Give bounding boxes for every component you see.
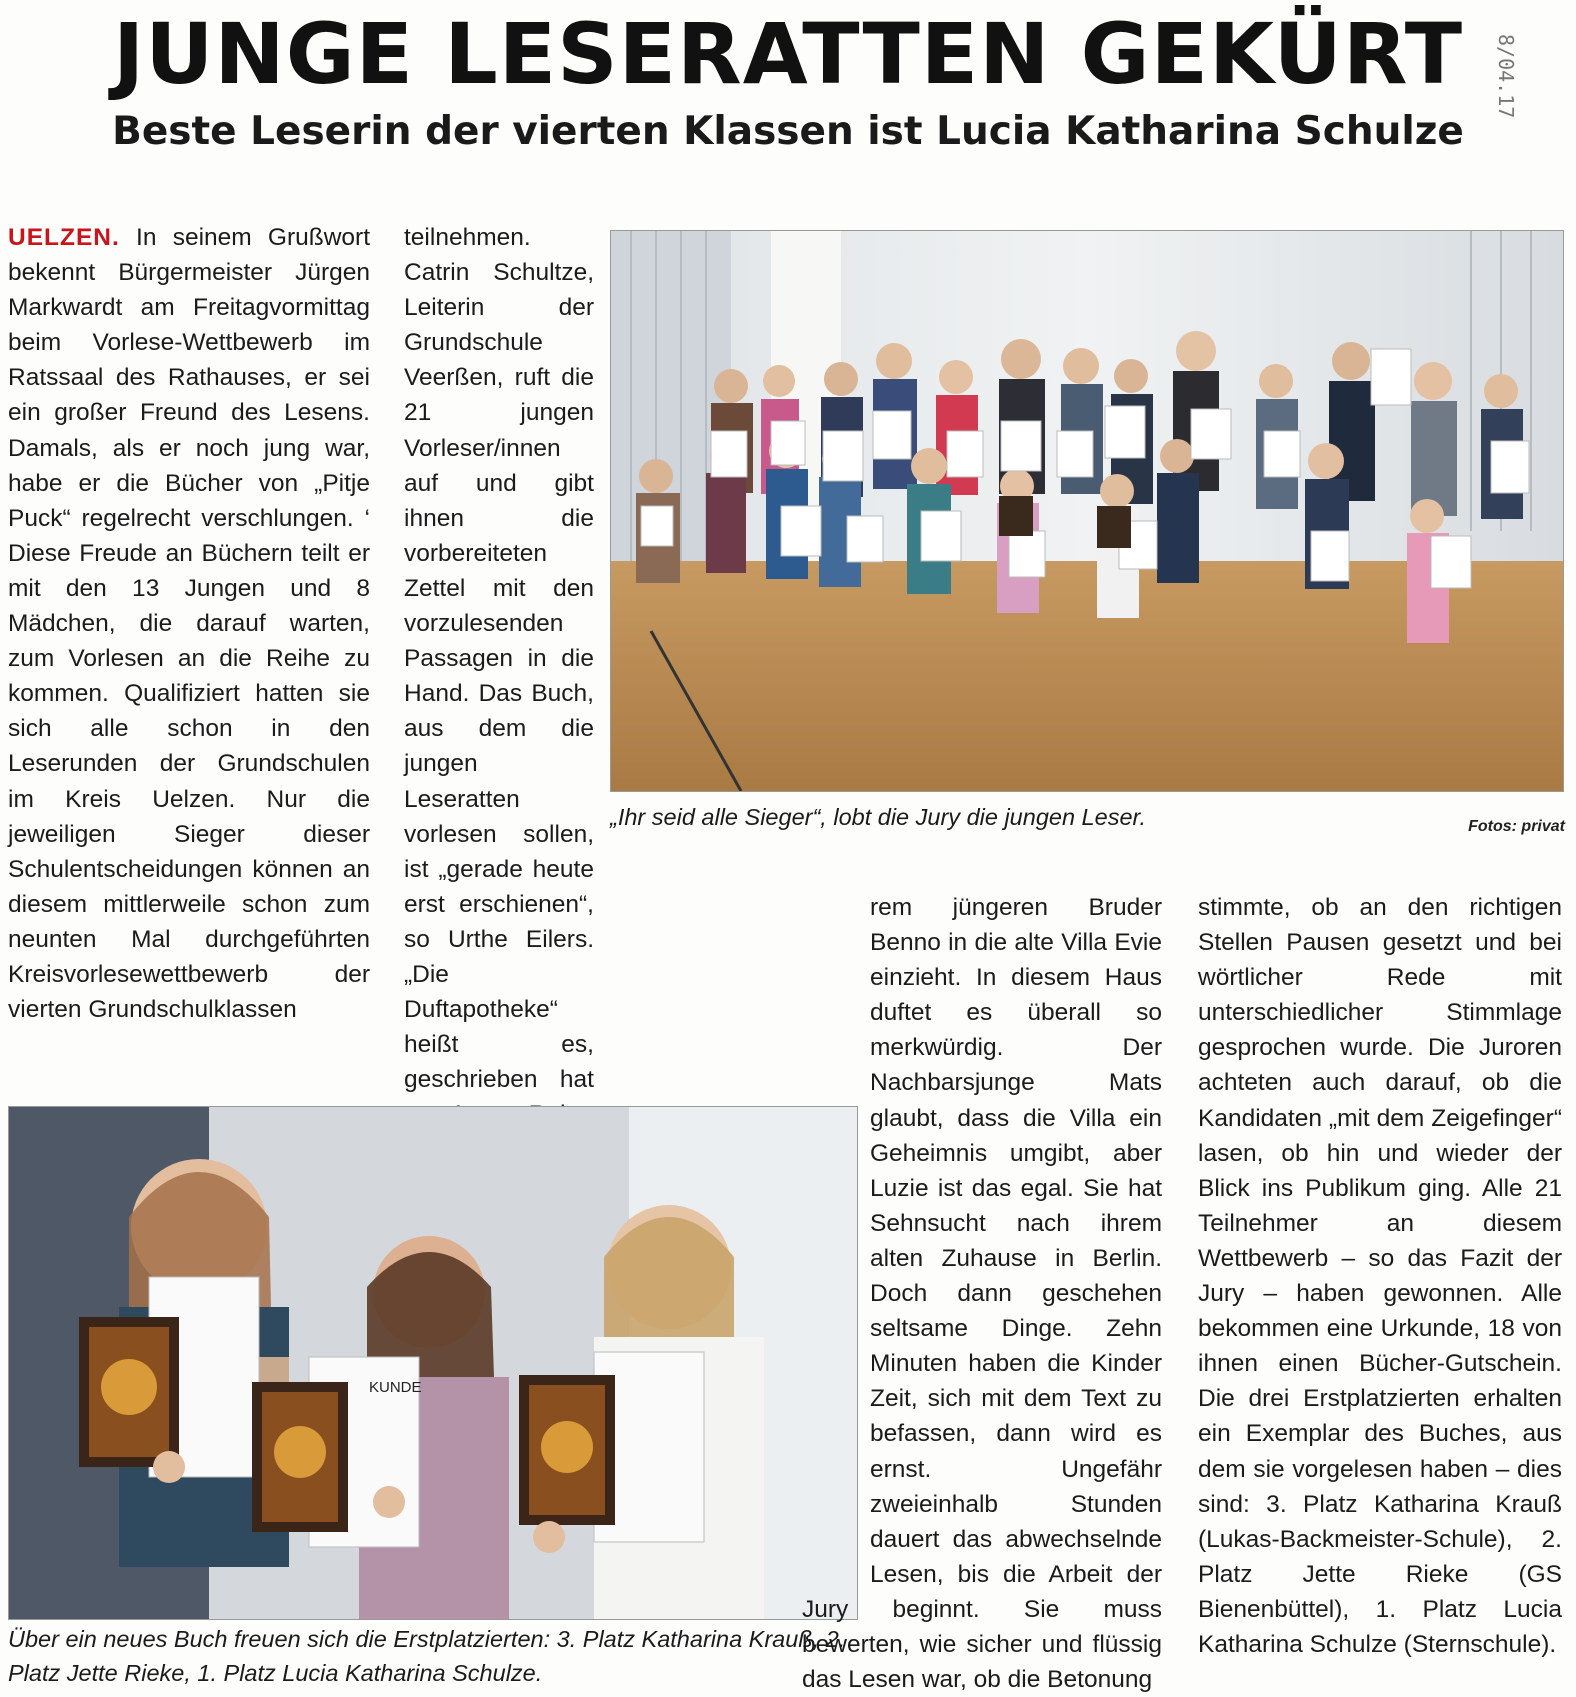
article-column-1 xyxy=(8,220,370,1027)
group-photo-caption: „Ihr seid alle Sieger“, lobt die Jury die jungen Leser. xyxy=(610,804,1147,830)
subheadline: Beste Leserin der vierten Klassen ist Lucia Katharina Schulze xyxy=(112,109,1464,154)
winners-photo xyxy=(8,1106,858,1620)
group-photo xyxy=(610,230,1564,792)
handwritten-date-note: 8/04.17 xyxy=(1494,34,1518,119)
winners-photo-caption: Über ein neues Buch freuen sich die Erstplatzierten: 3. Platz Katharina Krauß, 2. Platz Jette Rieke, 1. Platz Lucia Katharina Schulze. xyxy=(8,1626,846,1686)
dateline: UELZEN. xyxy=(8,224,120,251)
certificate-text: KUNDE xyxy=(369,1379,422,1396)
column-1-text: In seinem Grußwort bekennt Bürgermeister Jürgen Markwardt am Freitagvormittag beim Vorlese-Wettbewerb im Ratssaal des Rathauses, er sei ein großer Freund des Lesens. Damals, als er noch jung war, habe er die Bücher von „Pitje Puck“ regelrecht verschlungen. ‘ Diese Freude an Büchern teilt er mit den 13 Jungen und 8 Mädchen, die darauf warten, zum Vorlesen an die Reihe zu kommen. Qualifiziert hatten sie sich alle schon in den Leserunden der Grundschulen im Kreis Uelzen. Nur die jeweiligen Sieger dieser Schulentscheidungen können an diesem mittlerweile schon zum neunten Mal durchgeführten Kreisvorlesewettbewerb der vierten Grundschulklassen xyxy=(8,224,370,1024)
column-3-text: rem jüngeren Bruder Benno in die alte Villa Evie einzieht. In diesem Haus duftet es überall so merkwürdig. Der Nachbarsjunge Mats glaubt, dass die Villa ein Geheimnis umgibt, aber Luzie ist das egal. Sie hat Sehnsucht nach ihrem alten Zuhause in Berlin. Doch dann geschehen seltsame Dinge. Zehn Minuten haben die Kinder Zeit, sich mit dem Text zu befassen, dann wird es ernst. Ungefähr zweieinhalb Stunden dauert das abwechselnde Lesen, bis die Arbeit der Jury beginnt. Sie muss bewerten, wie sicher und flüssig das Lesen war, ob die Betonung xyxy=(802,894,1162,1694)
article-column-3 xyxy=(802,890,1162,1697)
photo-credit: Fotos: privat xyxy=(1468,818,1565,835)
article-column-4 xyxy=(1198,890,1562,1662)
group-photo-image xyxy=(611,231,1563,791)
column-4-text: stimmte, ob an den richtigen Stellen Pausen gesetzt und bei wörtlicher Rede mit unterschiedlicher Stimmlage gesprochen wurde. Die Juroren achteten auch darauf, ob die Kandidaten „mit dem Zeigefinger“ lasen, ob hin und wieder der Blick ins Publikum ging. Alle 21 Teilnehmer an diesem Wettbewerb – so das Fazit der Jury – haben gewonnen. Alle bekommen eine Urkunde, 18 von ihnen einen Bücher-Gutschein. Die drei Erstplatzierten erhalten ein Exemplar des Buches, aus dem sie vorgelesen haben – dies sind: 3. Platz Katharina Krauß (Lukas-Backmeister-Schule), 2. Platz Jette Rieke (GS Bienenbüttel), 1. Platz Lucia Katharina Schulze (Sternschule). xyxy=(1198,894,1562,1658)
winners-photo-image xyxy=(9,1107,857,1619)
column-2-text: teilnehmen. Catrin Schultze, Leiterin der Grundschule Veerßen, ruft die 21 jungen Vorleser/innen auf und gibt ihnen die vorbereiteten Zettel mit den vorzulesenden Passagen in die Hand. Das Buch, aus dem die jungen Leseratten vorlesen sollen, ist „gerade heute erst erschienen“, so Urthe Eilers. „Die Duftapotheke“ heißt es, geschrieben hat xyxy=(404,224,594,1094)
headline: JUNGE LESERATTEN GEKÜRT xyxy=(112,5,1464,103)
